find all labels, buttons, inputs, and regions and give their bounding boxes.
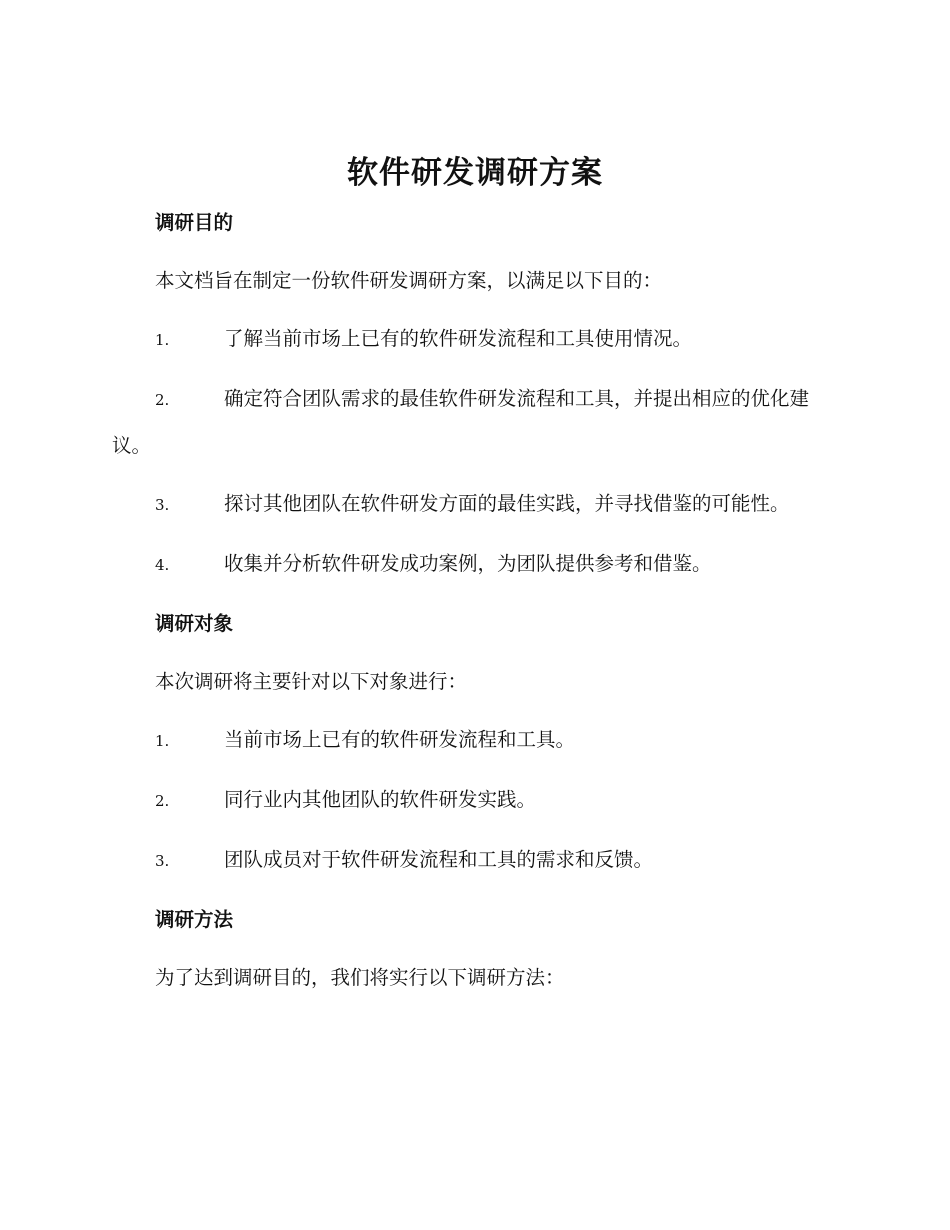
list-item (112, 316, 840, 363)
list-item-text: 探讨其他团队在软件研发方面的最佳实践，并寻找借鉴的可能性。 (224, 492, 790, 515)
list-item-number: 4. (155, 556, 170, 574)
section-intro-targets: 本次调研将主要针对以下对象进行： (155, 670, 468, 693)
section-heading-methods: 调研方法 (155, 908, 234, 931)
list-item (112, 481, 840, 528)
document-title: 软件研发调研方案 (347, 155, 603, 191)
list-item (112, 376, 840, 468)
list-item-text: 确定符合团队需求的最佳软件研发流程和工具，并提出相应的优化建议。 (112, 387, 810, 457)
list-item-number: 1. (155, 732, 170, 750)
list-item (112, 837, 840, 884)
list-item-text: 收集并分析软件研发成功案例，为团队提供参考和借鉴。 (224, 552, 712, 575)
list-item-number: 3. (155, 852, 170, 870)
section-intro-methods: 为了达到调研目的，我们将实行以下调研方法： (155, 966, 565, 989)
list-item-text: 同行业内其他团队的软件研发实践。 (224, 788, 537, 811)
section-heading-purpose: 调研目的 (155, 211, 234, 234)
list-item-number: 2. (155, 792, 170, 810)
list-item-number: 1. (155, 331, 170, 349)
list-item (112, 717, 840, 764)
document-body (112, 200, 840, 1013)
section-heading-targets: 调研对象 (155, 612, 234, 635)
list-item (112, 541, 840, 588)
list-item-text: 当前市场上已有的软件研发流程和工具。 (224, 728, 576, 751)
list-item-text: 团队成员对于软件研发流程和工具的需求和反馈。 (224, 848, 654, 871)
section-intro-purpose: 本文档旨在制定一份软件研发调研方案，以满足以下目的： (155, 269, 663, 292)
list-item-number: 3. (155, 496, 170, 514)
list-item-number: 2. (155, 391, 170, 409)
list-item (112, 777, 840, 824)
list-item-text: 了解当前市场上已有的软件研发流程和工具使用情况。 (224, 327, 693, 350)
